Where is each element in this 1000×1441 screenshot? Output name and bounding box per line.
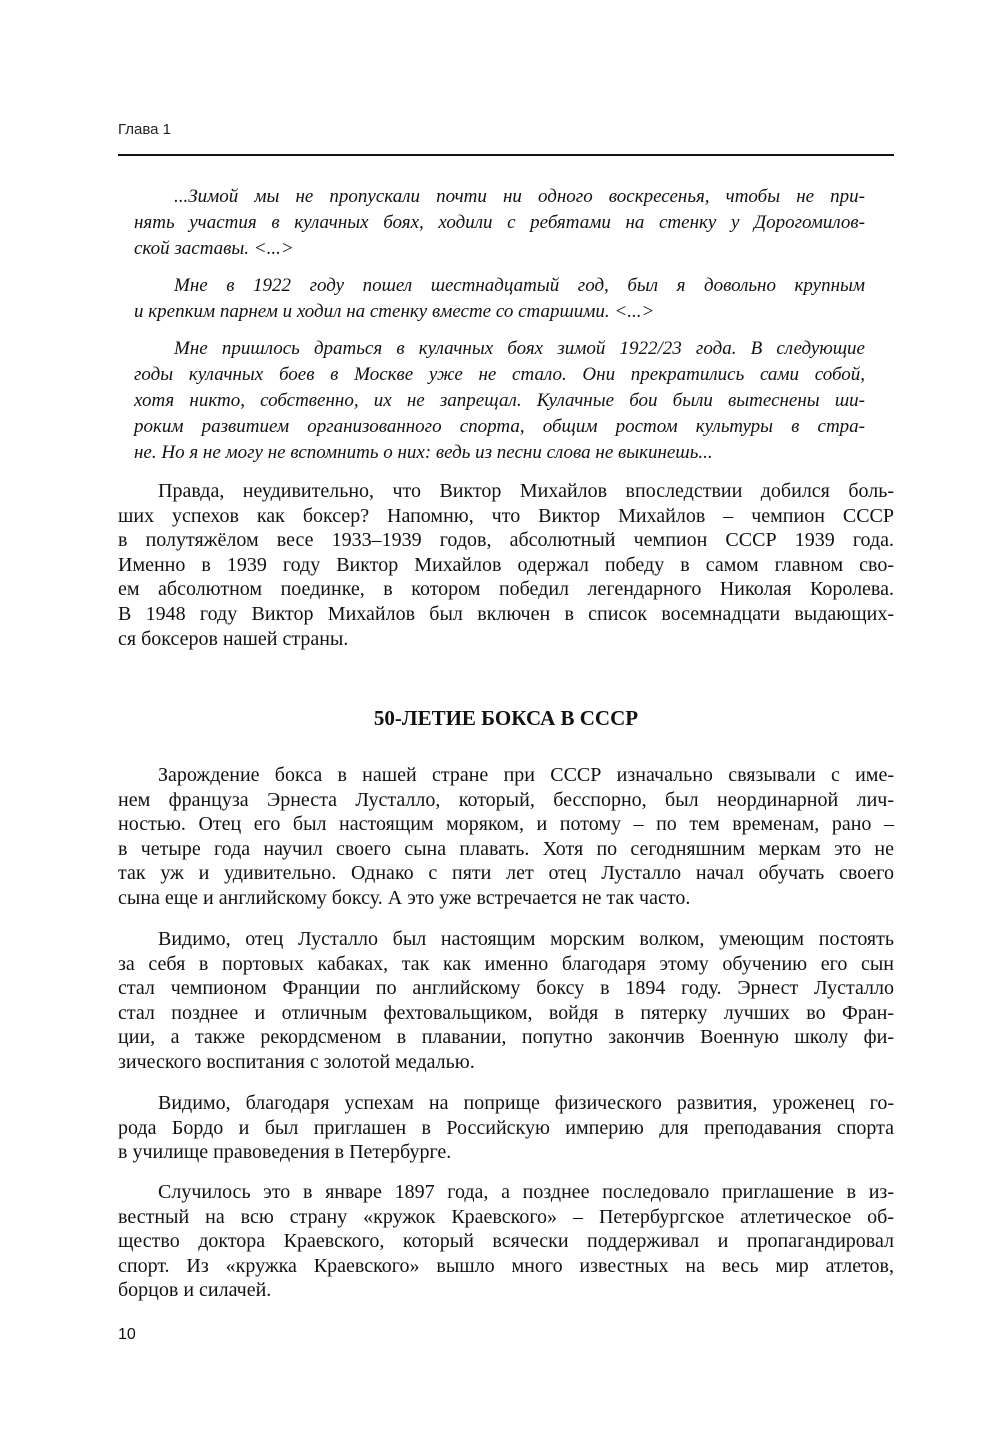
text-line: ции, а также рекордсменом в плавании, попутно закончив Военную школу фи- bbox=[118, 1026, 894, 1049]
text-line: Мне пришлось драться в кулачных боях зимой 1922/23 года. В следующие bbox=[174, 338, 865, 359]
text-line: рода Бордо и был приглашен в Российскую империю для преподавания спорта bbox=[118, 1116, 894, 1139]
text-line: роким развитием организованного спорта, общим ростом культуры в стра- bbox=[134, 416, 865, 437]
text-line: в четыре года научил своего сына плавать. Хотя по сегодняшним меркам это не bbox=[118, 837, 894, 860]
text-line: щество доктора Краевского, который всячески поддерживал и пропагандировал bbox=[118, 1230, 894, 1253]
text-line: стал чемпионом Франции по английскому боксу в 1894 году. Эрнест Лусталло bbox=[118, 977, 894, 1000]
text-line: спорт. Из «кружка Краевского» вышло много известных на весь мир атлетов, bbox=[118, 1254, 894, 1277]
text-line: Именно в 1939 году Виктор Михайлов одержал победу в самом главном сво- bbox=[118, 553, 894, 576]
text-line: сына еще и английскому боксу. А это уже встречается не так часто. bbox=[118, 886, 691, 909]
running-header: Глава 1 bbox=[118, 121, 172, 138]
quote-paragraph bbox=[134, 184, 865, 262]
quote-paragraph bbox=[134, 273, 865, 325]
text-line: Правда, неудивительно, что Виктор Михайлов впоследствии добился боль- bbox=[158, 480, 894, 502]
text-line: нем француза Эрнеста Лусталло, который, бесспорно, был неординарной лич- bbox=[118, 788, 894, 811]
text-line: ностью. Отец его был настоящим моряком, и потому – по тем временам, рано – bbox=[118, 813, 894, 836]
header-rule bbox=[118, 154, 894, 156]
text-line: ших успехов как боксер? Напомню, что Виктор Михайлов – чемпион СССР bbox=[118, 504, 894, 527]
text-line: нять участия в кулачных боях, ходили с ребятами на стенку у Дорогомилов- bbox=[134, 212, 865, 233]
text-line: ся боксеров нашей страны. bbox=[118, 627, 349, 650]
text-line: годы кулачных боев в Москве уже не стало. Они прекратились сами собой, bbox=[134, 364, 865, 385]
body-paragraph bbox=[118, 1180, 894, 1303]
text-line: хотя никто, собственно, их не запрещал. Кулачные бои были вытеснены ши- bbox=[134, 390, 865, 411]
body-paragraph bbox=[118, 763, 894, 911]
text-line: вестный на всю страну «кружок Краевского» – Петербургское атлетическое об- bbox=[118, 1205, 894, 1228]
text-line: и крепким парнем и ходил на стенку вместе со старшими. <...> bbox=[134, 301, 655, 322]
text-line: Зарождение бокса в нашей стране при СССР изначально связывали с име- bbox=[158, 764, 894, 786]
body-paragraph bbox=[118, 479, 894, 651]
quote-paragraph bbox=[134, 336, 865, 466]
text-line: стал позднее и отличным фехтовальщиком, войдя в пятерку лучших во Фран- bbox=[118, 1001, 894, 1024]
text-line: так уж и удивительно. Однако с пяти лет отец Лусталло начал обучать своего bbox=[118, 862, 894, 885]
text-line: в полутяжёлом весе 1933–1939 годов, абсолютный чемпион СССР 1939 года. bbox=[118, 529, 894, 552]
page-number: 10 bbox=[118, 1326, 136, 1343]
text-line: Видимо, благодаря успехам на поприще физического развития, уроженец го- bbox=[158, 1092, 894, 1114]
text-line: Мне в 1922 году пошел шестнадцатый год, был я довольно крупным bbox=[174, 275, 865, 296]
text-line: В 1948 году Виктор Михайлов был включен в список восемнадцати выдающих- bbox=[118, 602, 894, 625]
body-paragraph bbox=[118, 1091, 894, 1165]
text-line: Случилось это в январе 1897 года, а позднее последовало приглашение в из- bbox=[158, 1181, 894, 1203]
text-line: ...Зимой мы не пропускали почти ни одного воскресенья, чтобы не при- bbox=[174, 186, 865, 207]
text-line: Видимо, отец Лусталло был настоящим морским волком, умеющим постоять bbox=[158, 928, 894, 950]
text-line: за себя в портовых кабаках, так как именно благодаря этому обучению его сын bbox=[118, 952, 894, 975]
section-title: 50-ЛЕТИЕ БОКСА В СССР bbox=[373, 706, 639, 730]
text-line: не. Но я не могу не вспомнить о них: ведь из песни слова не выкинешь... bbox=[134, 442, 713, 463]
text-line: ской заставы. <...> bbox=[134, 238, 294, 259]
body-paragraph bbox=[118, 927, 894, 1075]
text-line: зического воспитания с золотой медалью. bbox=[118, 1050, 475, 1073]
text-line: борцов и силачей. bbox=[118, 1279, 272, 1302]
text-line: в училище правоведения в Петербурге. bbox=[118, 1141, 452, 1164]
text-line: ем абсолютном поединке, в котором победил легендарного Николая Королева. bbox=[118, 578, 894, 601]
